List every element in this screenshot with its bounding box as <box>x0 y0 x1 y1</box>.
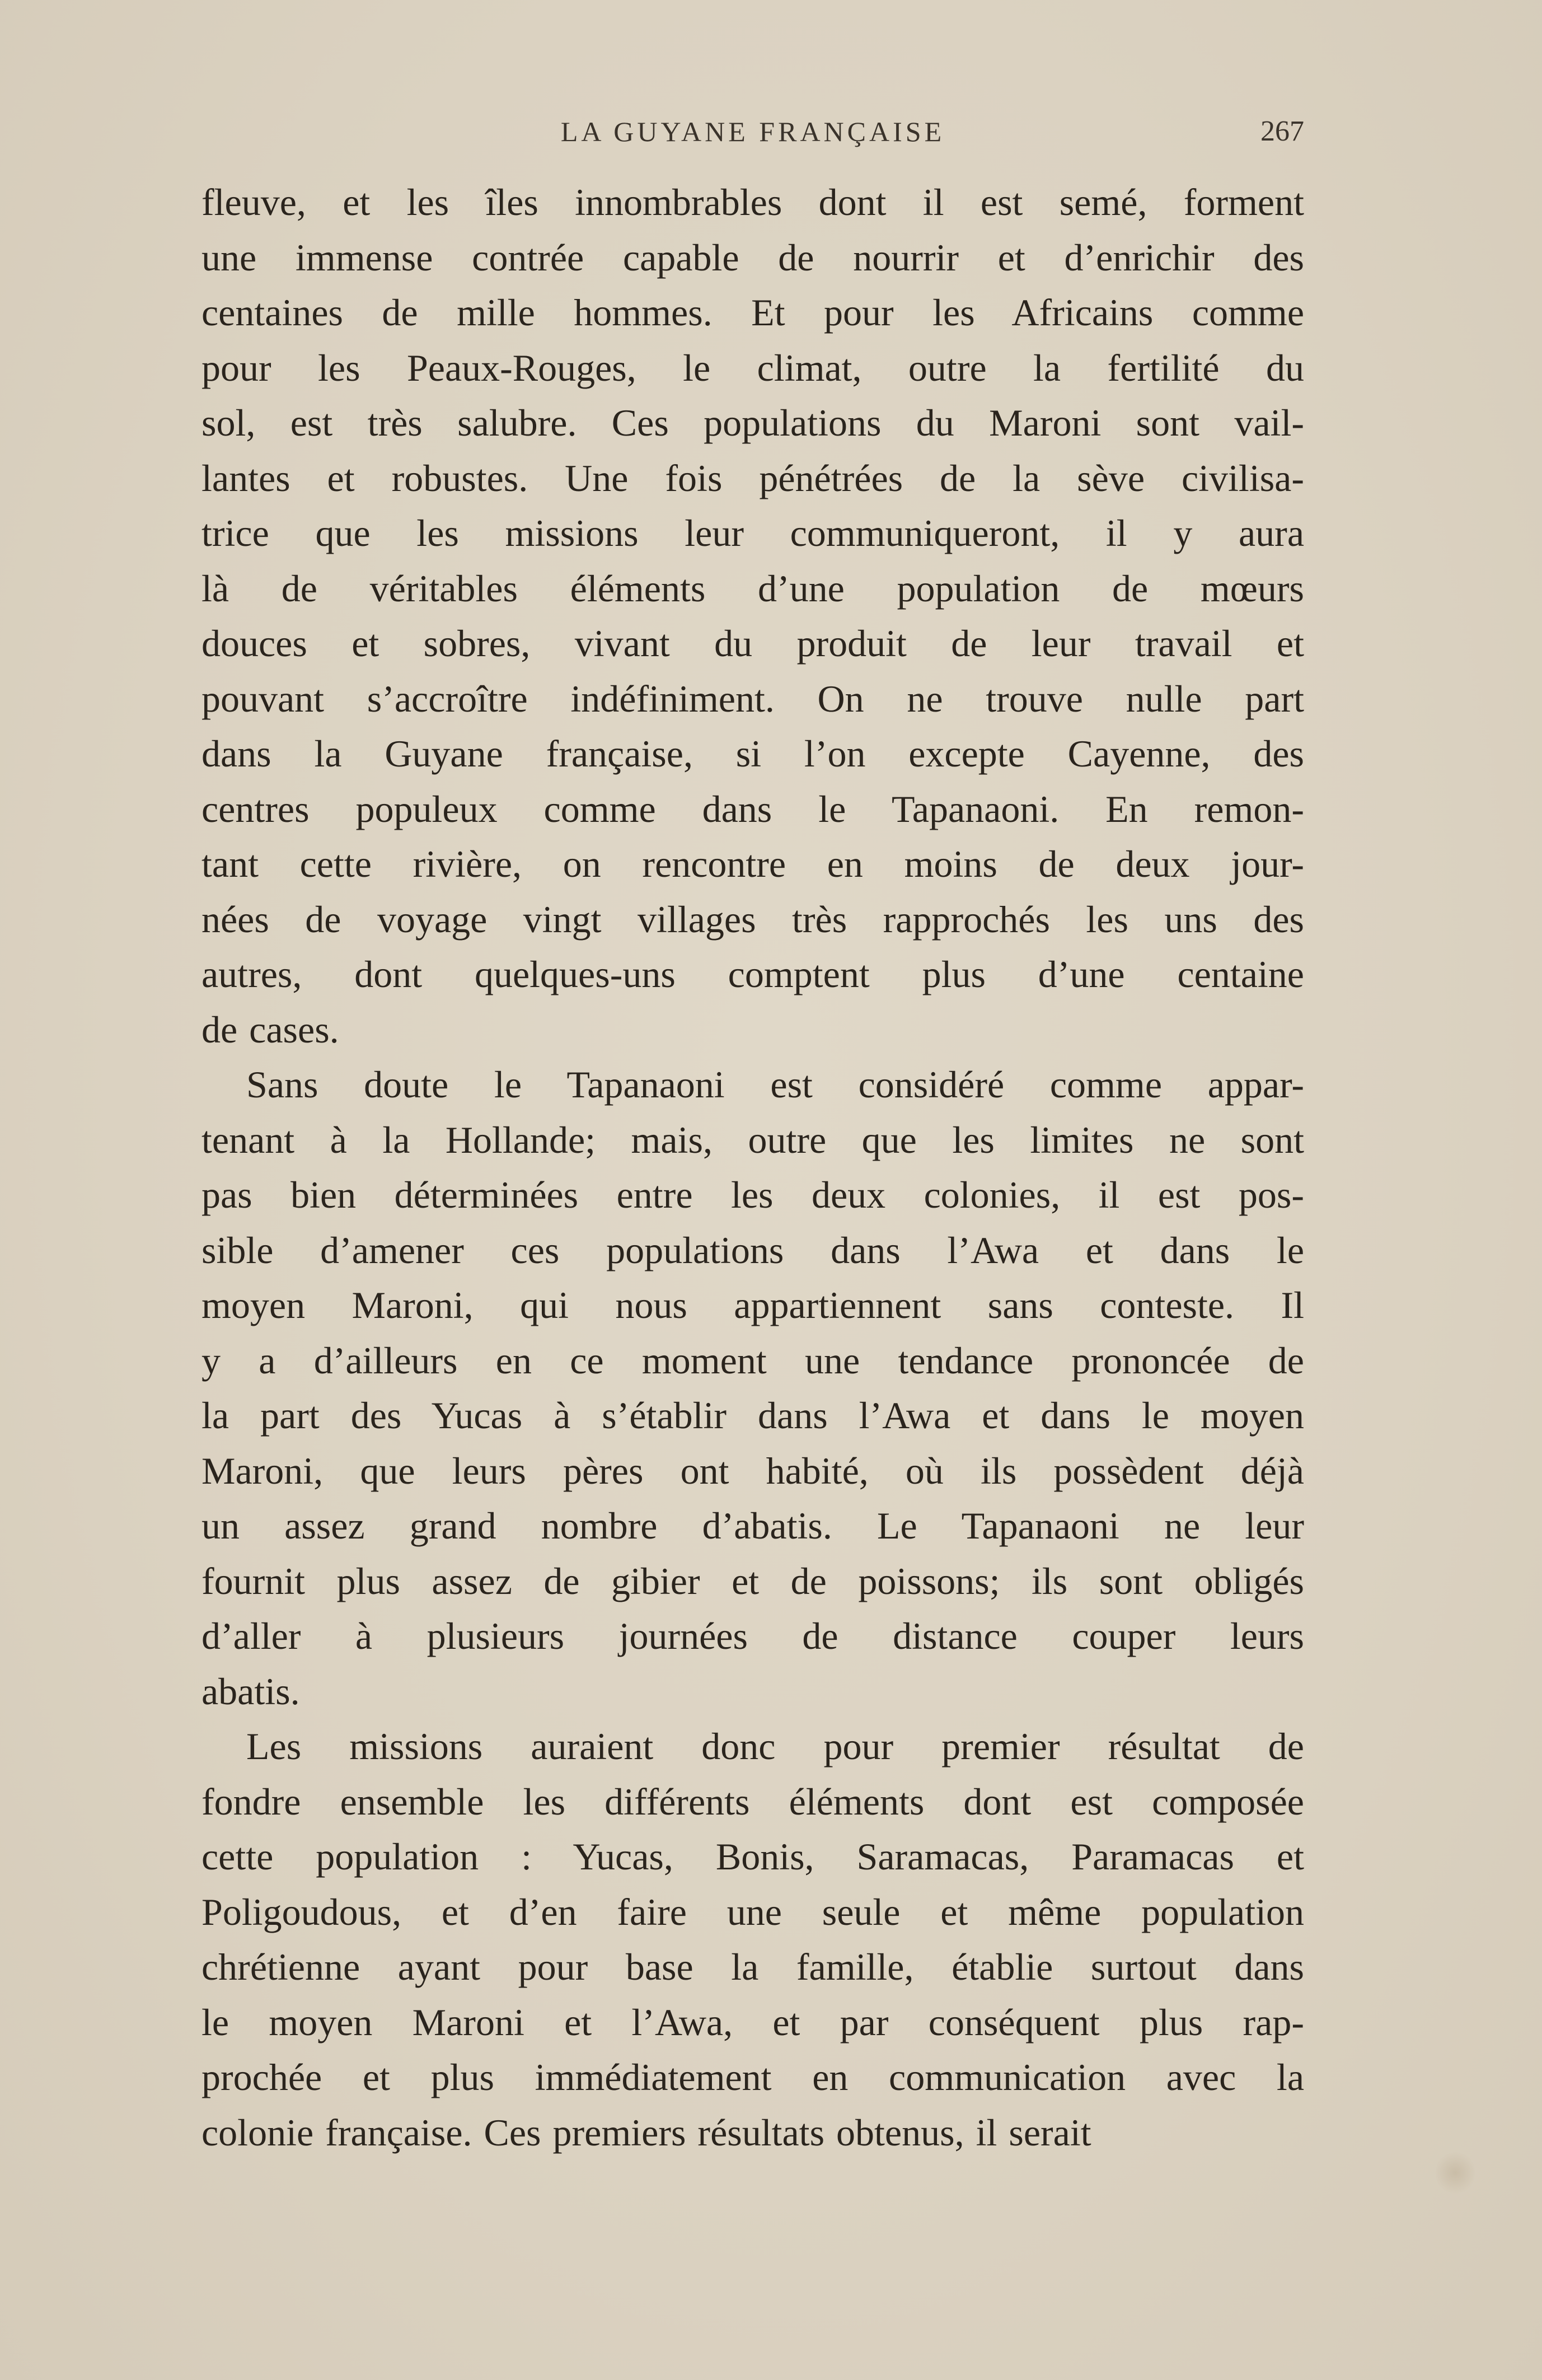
text-line: fleuve, et les îles innombrables dont il est semé, forment <box>201 181 1304 223</box>
paper-stain <box>1436 2150 1475 2195</box>
text-line: la part des Yucas à s’établir dans l’Awa et dans le moyen <box>201 1394 1304 1437</box>
page-number: 267 <box>1260 115 1304 147</box>
text-line: fondre ensemble les différents éléments dont est composée <box>201 1780 1304 1823</box>
text-line: centres populeux comme dans le Tapanaoni. En remon- <box>201 787 1304 830</box>
page-header <box>201 112 1304 151</box>
running-title: LA GUYANE FRANÇAISE <box>560 116 945 147</box>
text-line: fournit plus assez de gibier et de poissons; ils sont obligés <box>201 1559 1304 1602</box>
body-text <box>201 175 1304 2160</box>
text-line: centaines de mille hommes. Et pour les Africains comme <box>201 291 1304 334</box>
text-line: lantes et robustes. Une fois pénétrées de la sève civilisa- <box>201 456 1304 499</box>
text-line: le moyen Maroni et l’Awa, et par conséquent plus rap- <box>201 2000 1304 2044</box>
paragraph <box>201 175 1304 1057</box>
text-line: dans la Guyane française, si l’on excepte Cayenne, des <box>201 732 1304 775</box>
paragraph <box>201 1719 1304 2160</box>
text-line: douces et sobres, vivant du produit de leur travail et <box>201 622 1304 665</box>
text-line: tenant à la Hollande; mais, outre que les limites ne sont <box>201 1118 1304 1161</box>
text-line: pas bien déterminées entre les deux colonies, il est pos- <box>201 1173 1304 1216</box>
text-line: une immense contrée capable de nourrir et d’enrichir des <box>201 236 1304 279</box>
text-line: autres, dont quelques-uns comptent plus d’une centaine <box>201 953 1304 995</box>
text-line: pour les Peaux-Rouges, le climat, outre la fertilité du <box>201 346 1304 389</box>
text-line: un assez grand nombre d’abatis. Le Tapanaoni ne leur <box>201 1504 1304 1547</box>
text-line: abatis. <box>201 1670 300 1713</box>
text-line: Poligoudous, et d’en faire une seule et même population <box>201 1890 1304 1933</box>
text-line: sol, est très salubre. Ces populations du Maroni sont vail- <box>201 401 1304 444</box>
paragraph <box>201 1057 1304 1719</box>
text-line: y a d’ailleurs en ce moment une tendance prononcée de <box>201 1339 1304 1382</box>
text-line: trice que les missions leur communiqueront, il y aura <box>201 512 1304 554</box>
text-line: moyen Maroni, qui nous appartiennent sans conteste. Il <box>201 1284 1304 1326</box>
text-line: d’aller à plusieurs journées de distance couper leurs <box>201 1615 1304 1657</box>
text-line: Les missions auraient donc pour premier résultat de <box>246 1725 1304 1768</box>
text-line: Sans doute le Tapanaoni est considéré comme appar- <box>246 1063 1304 1106</box>
text-line: cette population : Yucas, Bonis, Saramacas, Paramacas et <box>201 1835 1304 1878</box>
text-line: là de véritables éléments d’une population de mœurs <box>201 567 1304 610</box>
text-line: prochée et plus immédiatement en communication avec la <box>201 2056 1304 2098</box>
text-line: nées de voyage vingt villages très rapprochés les uns des <box>201 897 1304 941</box>
text-line: colonie française. Ces premiers résultats obtenus, il serait <box>201 2111 1091 2154</box>
text-line: tant cette rivière, on rencontre en moins de deux jour- <box>201 843 1304 885</box>
text-line: sible d’amener ces populations dans l’Awa et dans le <box>201 1228 1304 1271</box>
text-line: Maroni, que leurs pères ont habité, où ils possèdent déjà <box>201 1449 1304 1492</box>
text-line: pouvant s’accroître indéfiniment. On ne trouve nulle part <box>201 677 1304 720</box>
text-line: chrétienne ayant pour base la famille, établie surtout dans <box>201 1946 1304 1988</box>
text-line: de cases. <box>201 1008 339 1051</box>
